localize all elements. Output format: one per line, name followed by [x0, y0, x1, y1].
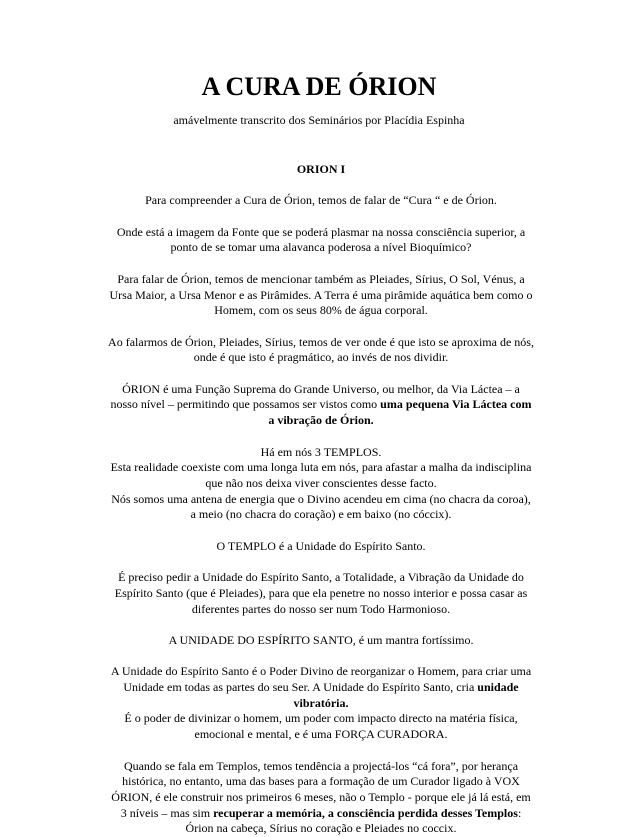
document-title: A CURA DE ÓRION — [201, 72, 437, 101]
paragraph-11-line-2: Órion na cabeça, Sírius no coração e Pleiades no coccix. — [185, 821, 457, 836]
paragraph-3: Para falar de Órion, temos de mencionar também as Pleiades, Sírius, O Sol, Vénus, a Ursa Maior, a Ursa Menor e as Pirâmides. A Terra é uma pirâmide aquática bem como o Homem, com os seus 80% de água corporal. — [109, 271, 533, 318]
document-body — [108, 162, 534, 837]
paragraph-2: Onde está a imagem da Fonte que se poderá plasmar na nossa consciência superior, a ponto de se tomar uma alavanca poderosa a nível Bioquímico? — [116, 224, 526, 255]
paragraph-5-bold: uma pequena Via Láctea com a vibração de Órion. — [268, 397, 532, 428]
paragraph-5 — [108, 382, 534, 429]
paragraph-8: É preciso pedir a Unidade do Espírito Santo, a Totalidade, a Vibração da Unidade do Espírito Santo (que é Pleiades), para que ela penetre no nosso interior e possa casar as diferentes partes do nosso ser num Todo Harmonioso. — [114, 570, 528, 616]
section-heading: ORION I — [296, 162, 346, 176]
paragraph-10-bold: unidade vibratória. — [293, 680, 519, 710]
paragraph-6-line-3: Nós somos uma antena de energia que o Divino acendeu em cima (no chacra da coroa), a meio (no chacra do coração) e em baixo (no cóccix). — [111, 491, 531, 522]
paragraph-11-bold: recuperar a memória, a consciência perdida desses Templos — [213, 805, 518, 820]
paragraph-11 — [108, 759, 534, 822]
paragraph-10 — [108, 664, 534, 711]
paragraph-6-line-2: Esta realidade coexiste com uma longa luta em nós, para afastar a malha da indisciplina que não nos deixa viver conscientes desse facto. — [110, 460, 532, 490]
paragraph-6-line-1: Há em nós 3 TEMPLOS. — [260, 444, 382, 459]
paragraph-5-text: ÓRION é uma Função Suprema do Grande Universo, ou melhor, da Via Láctea – a nosso nível – permitindo que possamos ser vistos como — [110, 381, 520, 412]
document-subtitle: amávelmente transcrito dos Seminários por Placídia Espinha — [173, 113, 465, 127]
paragraph-4: Ao falarmos de Órion, Pleiades, Sírius, temos de ver onde é que isto se aproxima de nós, onde é que isto é pragmático, ao invés de nos dividir. — [108, 334, 534, 365]
paragraph-10-line-2: É o poder de divinizar o homem, um poder com impacto directo na matéria física, emocional e mental, e é uma FORÇA CURADORA. — [124, 711, 518, 742]
paragraph-10-text: A Unidade do Espírito Santo é o Poder Divino de reorganizar o Homem, para criar uma Unidade em todas as partes do seu Ser. A Unidade do Espírito Santo, cria — [110, 664, 532, 695]
paragraph-11-text: Quando se fala em Templos, temos tendência a projectá-los “cá fora”, por herança histórica, no entanto, uma das bases para a formação de um Curador ligado à VOX ÓRION, é ele construir nos primeiros 6 meses, não o Templo - porque ele já lá está, em 3 níveis – mas sim — [111, 758, 531, 820]
paragraph-1: Para compreender a Cura de Órion, temos de falar de “Cura “ e de Órion. — [145, 193, 497, 208]
paragraph-9: A UNIDADE DO ESPÍRITO SANTO, é um mantra fortíssimo. — [168, 632, 474, 647]
paragraph-11-colon: : — [517, 805, 522, 820]
paragraph-7: O TEMPLO é a Unidade do Espírito Santo. — [216, 538, 426, 553]
